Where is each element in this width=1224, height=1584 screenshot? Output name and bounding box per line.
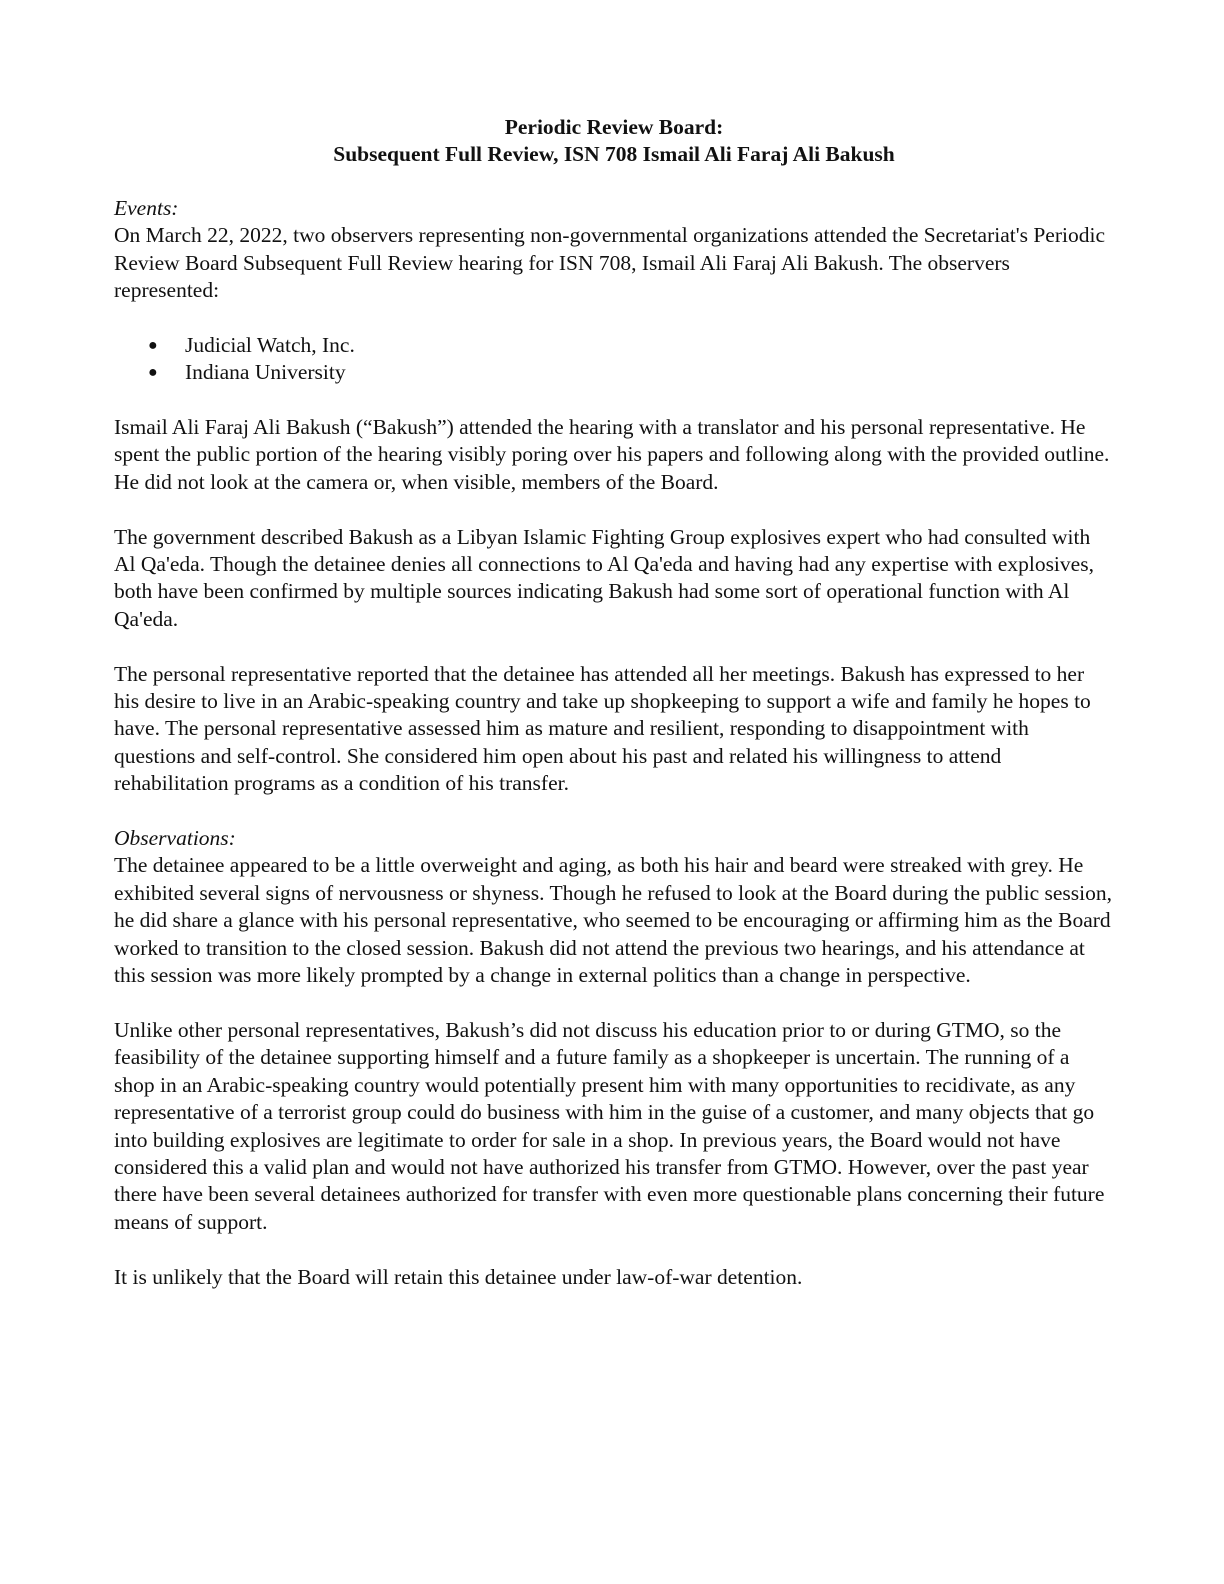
bullet-icon: ●: [148, 364, 158, 382]
list-item: [114, 359, 1114, 386]
list-item: [114, 332, 1114, 359]
events-intro-paragraph: On March 22, 2022, two observers representing non-governmental organizations attended the Secretariat's Periodic Review Board Subsequent Full Review hearing for ISN 708, Ismail Ali Faraj Ali Bakush. The observers represented:: [114, 223, 1105, 303]
bullet-icon: ●: [148, 336, 158, 354]
detainee-appearance-paragraph: The detainee appeared to be a little overweight and aging, as both his hair and beard were streaked with grey. He exhibited several signs of nervousness or shyness. Though he refused to look at the Board during the public session, he did share a glance with his personal representative, who seemed to be encouraging or affirming him as the Board worked to transition to the closed session. Bakush did not attend the previous two hearings, and his attendance at this session was more likely prompted by a change in external politics than a change in perspective.: [114, 853, 1112, 988]
transfer-plan-paragraph: Unlike other personal representatives, Bakush’s did not discuss his education prior to or during GTMO, so the feasibility of the detainee supporting himself and a future family as a shopkeeper is uncertain. The running of a shop in an Arabic-speaking country would potentially present him with many opportunities to recidivate, as any representative of a terrorist group could do business with him in the guise of a customer, and many objects that go into building explosives are legitimate to order for sale in a shop. In previous years, the Board would not have considered this a valid plan and would not have authorized his transfer from GTMO. However, over the past year there have been several detainees authorized for transfer with even more questionable plans concerning their future means of support.: [114, 1017, 1105, 1234]
observations-heading: Observations:: [114, 826, 236, 851]
observer-name: Indiana University: [185, 360, 346, 385]
document-title: [114, 114, 1114, 169]
observers-list: [114, 332, 1114, 387]
observer-name: Judicial Watch, Inc.: [185, 332, 355, 357]
events-heading: Events:: [114, 195, 179, 220]
attendance-paragraph: Ismail Ali Faraj Ali Bakush (“Bakush”) attended the hearing with a translator and his personal representative. He spent the public portion of the hearing visibly poring over his papers and following along with the provided outline. He did not look at the camera or, when visible, members of the Board.: [114, 415, 1110, 494]
title-line-1: Periodic Review Board:: [504, 115, 724, 139]
conclusion-paragraph: It is unlikely that the Board will retain this detainee under law-of-war detention.: [114, 1264, 803, 1289]
government-description-paragraph: The government described Bakush as a Libyan Islamic Fighting Group explosives expert who had consulted with Al Qa'eda. Though the detainee denies all connections to Al Qa'eda and having had any expertise with explosives, both have been confirmed by multiple sources indicating Bakush had some sort of operational function with Al Qa'eda.: [114, 524, 1094, 631]
document-page: [114, 114, 1114, 1318]
title-line-2: Subsequent Full Review, ISN 708 Ismail Ali Faraj Ali Bakush: [333, 142, 895, 167]
personal-representative-paragraph: The personal representative reported that the detainee has attended all her meetings. Bakush has expressed to her his desire to live in an Arabic-speaking country and take up shopkeeping to support a wife and family he hopes to have. The personal representative assessed him as mature and resilient, responding to disappointment with questions and self-control. She considered him open about his past and related his willingness to attend rehabilitation programs as a condition of his transfer.: [114, 661, 1091, 796]
